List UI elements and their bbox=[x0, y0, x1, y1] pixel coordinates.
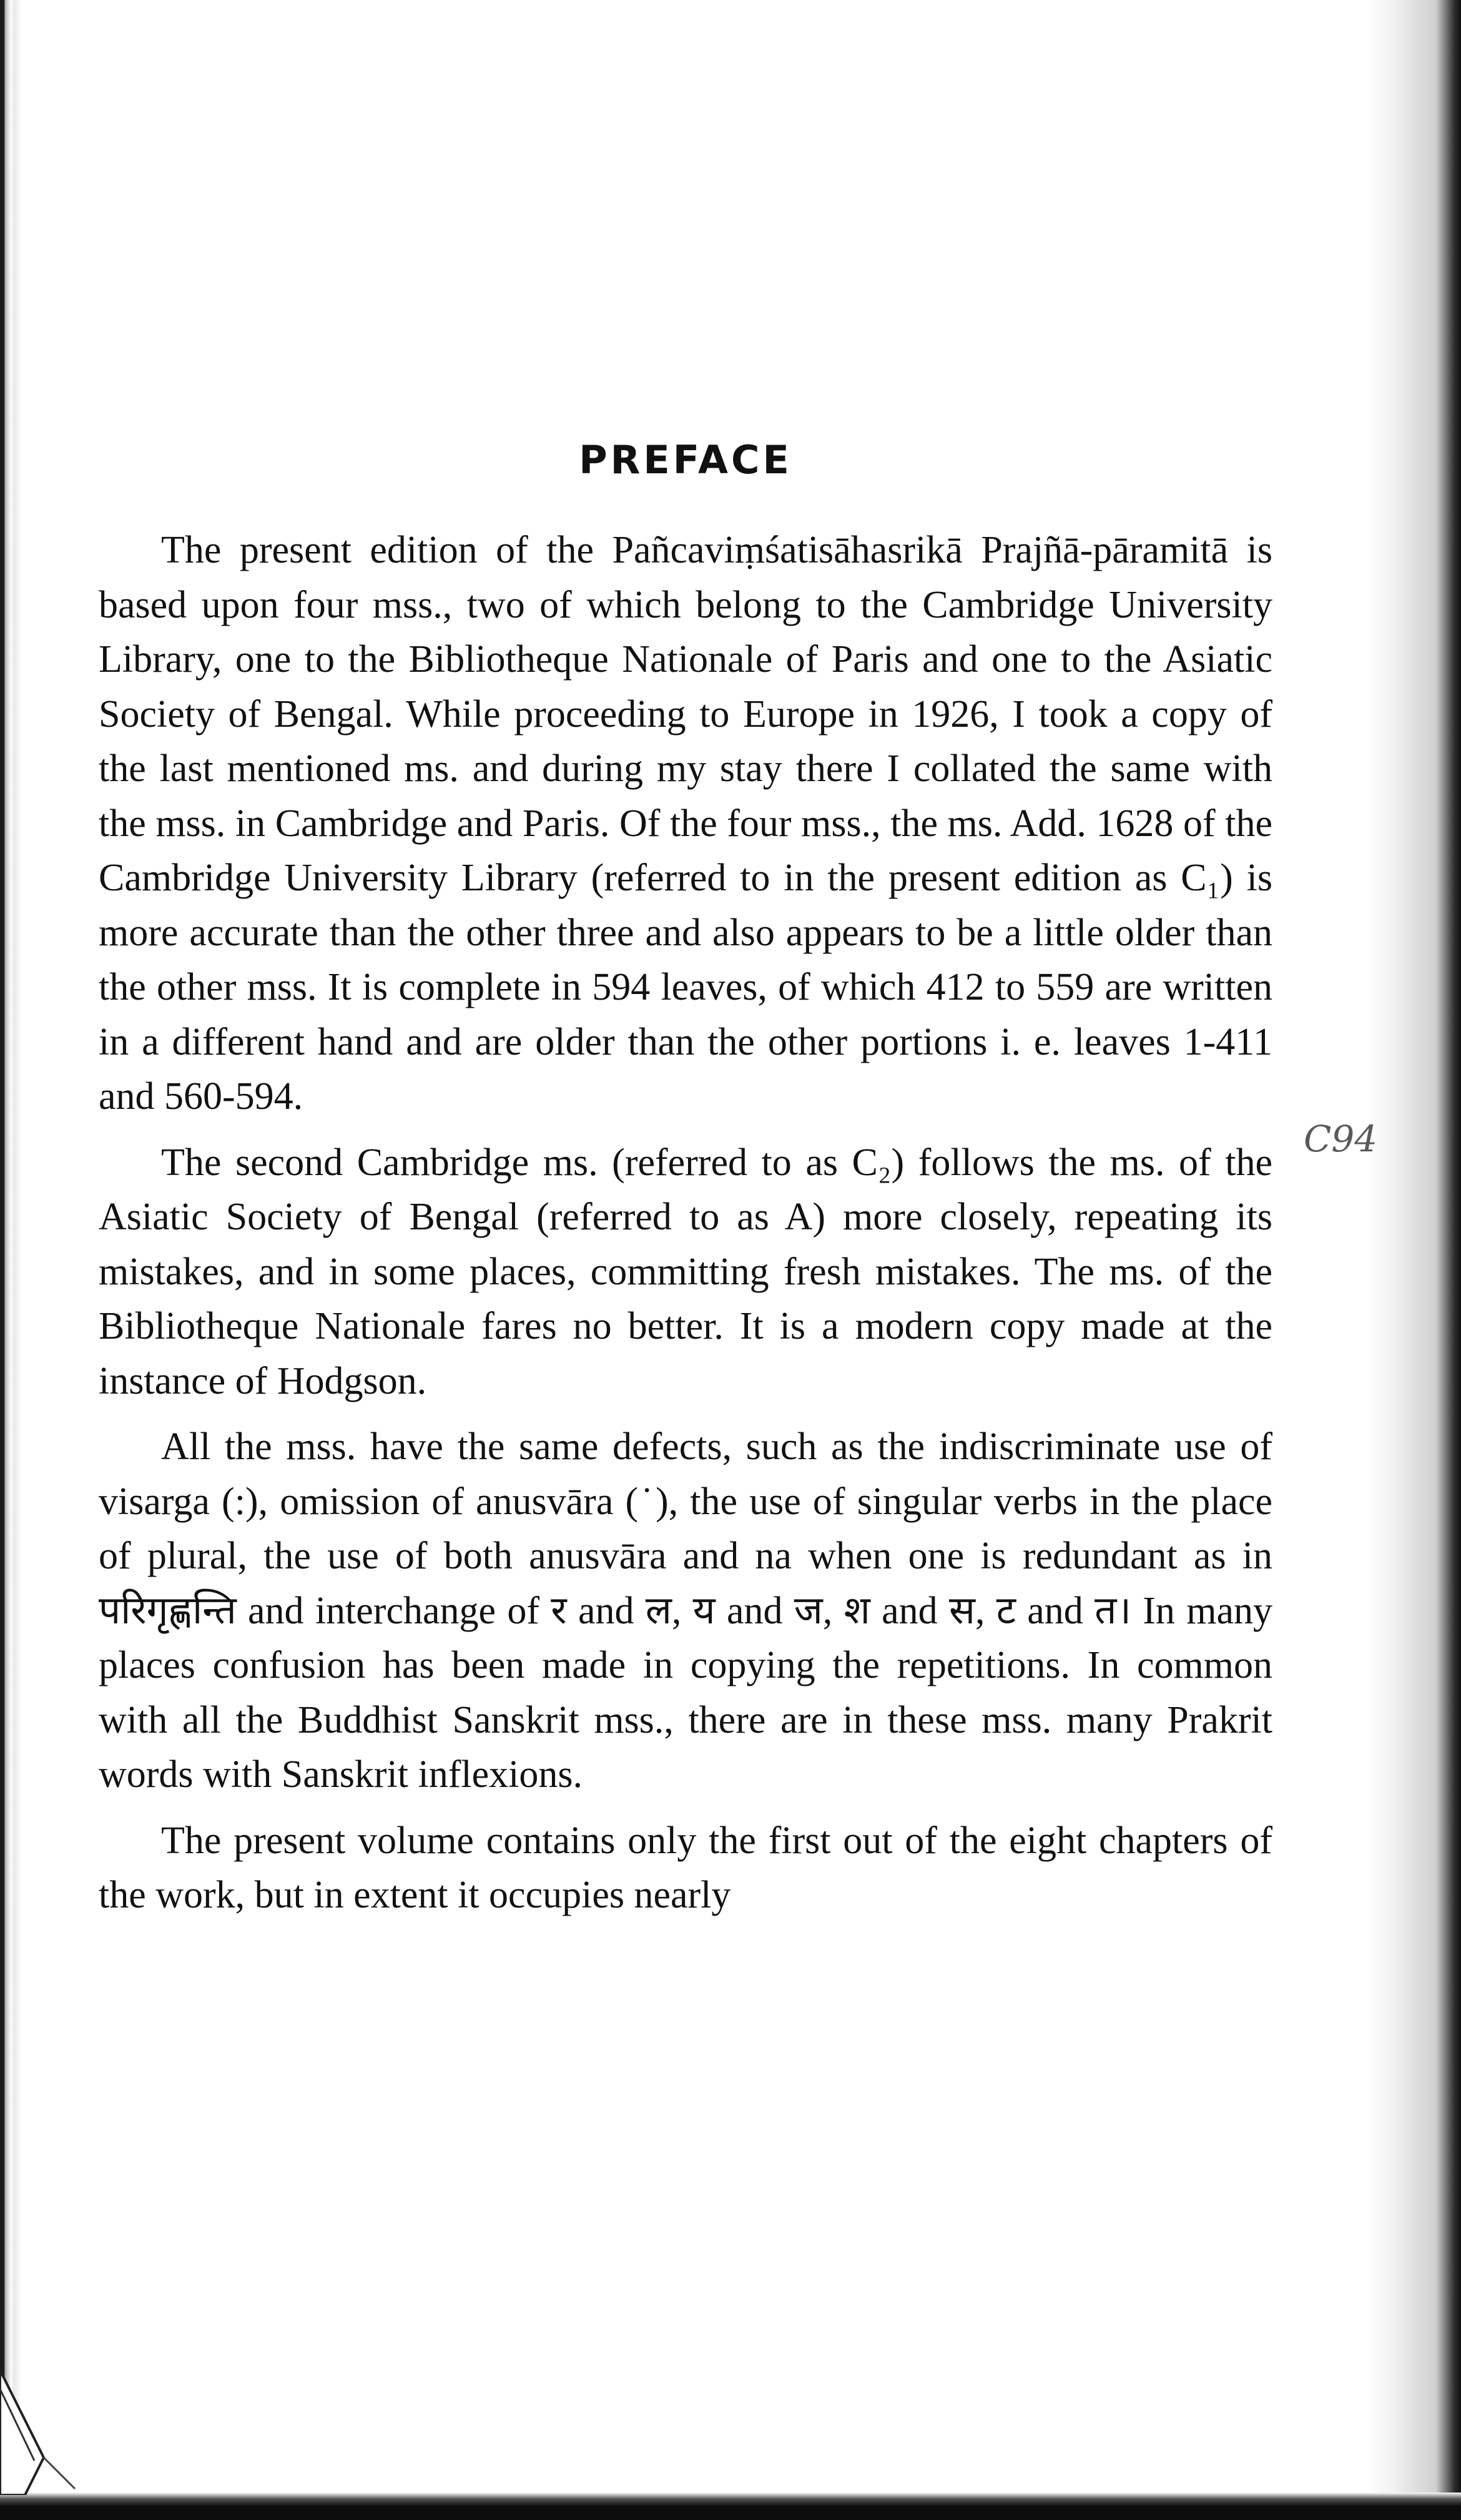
preface-body bbox=[99, 523, 1272, 1923]
scan-bottom-edge bbox=[0, 2493, 1461, 2520]
paragraph-1: The present edition of the Pañcaviṃśatisāhasrikā Prajñā-pāramitā is based upon four mss., two of which belong to the Cambridge University Library, one to the Bibliotheque Nationale of Paris and one to the Asiatic Society of Bengal. While proceeding to Europe in 1926, I took a copy of the last mentioned ms. and during my stay there I collated the same with the mss. in Cambridge and Paris. Of the four mss., the ms. Add. 1628 of the Cambridge University Library (referred to in the present edition as C₁) is more accurate than the other three and also appears to be a little older than the other mss. It is complete in 594 leaves, of which 412 to 559 are written in a different hand and are older than the other portions i. e. leaves 1-411 and 560-594. bbox=[99, 529, 1272, 1118]
handwritten-margin-note: C94 bbox=[1304, 1118, 1378, 1160]
paragraph-4: The present volume contains only the first out of the eight chapters of the work, but in extent it occupies nearly bbox=[99, 1819, 1272, 1916]
paragraph-3: All the mss. have the same defects, such as the indiscriminate use of visarga (:), omission of anusvāra (˙), the use of singular verbs in the place of plural, the use of both anusvāra and na when one is redundant as in परिगृह्णन्ति and interchange of र and ल, य and ज, श and स, ट and त। In many places confusion has been made in copying the repetitions. In common with all the Buddhist Sanskrit mss., there are in these mss. many Prakrit words with Sanskrit inflexions. bbox=[99, 1425, 1272, 1796]
scan-right-edge bbox=[1367, 0, 1461, 2520]
page-title: PREFACE bbox=[579, 437, 792, 483]
page-corner-fold bbox=[0, 2333, 112, 2495]
scan-left-edge bbox=[0, 0, 21, 2520]
paragraph-2: The second Cambridge ms. (referred to as C₂) follows the ms. of the Asiatic Society of Bengal (referred to as A) more closely, repeating its mistakes, and in some places, committing fresh mistakes. The ms. of the Bibliotheque Nationale fares no better. It is a modern copy made at the instance of Hodgson. bbox=[99, 1141, 1272, 1402]
